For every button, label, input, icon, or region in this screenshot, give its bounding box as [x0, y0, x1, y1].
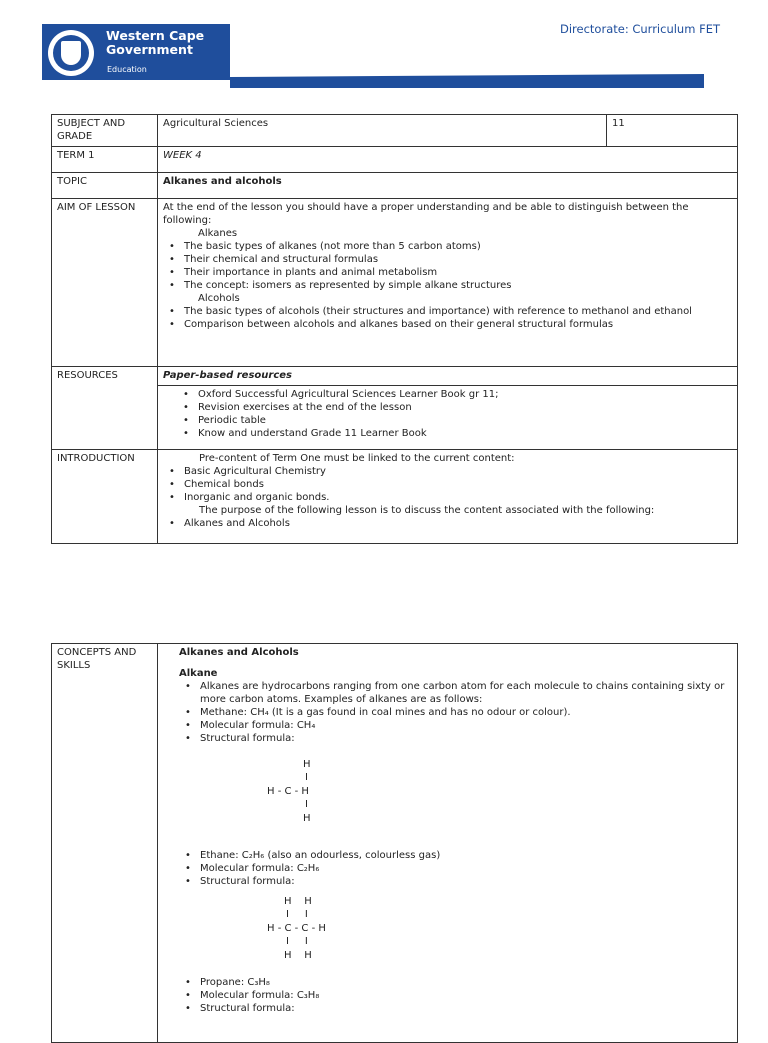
concepts-label: CONCEPTS AND SKILLS: [52, 644, 158, 1043]
list-item: • Alkanes are hydrocarbons ranging from one carbon atom for each molecule to chains containing sixty or more carbon atoms. Examples of alkanes are as follows:: [179, 680, 732, 706]
structure-line: I: [305, 772, 308, 783]
structure-line: I I: [286, 909, 308, 920]
logo-line-2: Government: [106, 42, 193, 57]
concepts-table: [51, 643, 738, 1043]
logo-line-3: Education: [107, 65, 147, 74]
concepts-cell: [158, 644, 738, 1043]
structure-line: H - C - H: [267, 786, 309, 797]
topic-value: Alkanes and alcohols: [158, 173, 738, 199]
list-item: • Know and understand Grade 11 Learner Book: [177, 427, 732, 440]
alkane-intro-list: [179, 680, 732, 745]
grade-value: 11: [607, 115, 738, 147]
resources-heading: Paper-based resources: [158, 367, 738, 386]
structure-line: H: [303, 813, 311, 824]
intro-list: [163, 465, 732, 504]
list-item: • Basic Agricultural Chemistry: [163, 465, 732, 478]
list-item: • Comparison between alcohols and alkanes based on their general structural formulas: [163, 318, 732, 331]
list-item: • Inorganic and organic bonds.: [163, 491, 732, 504]
intro-purpose-list: [163, 517, 732, 530]
list-item: • The basic types of alkanes (not more than 5 carbon atoms): [163, 240, 732, 253]
list-item: • Chemical bonds: [163, 478, 732, 491]
aim-alkanes-heading: Alkanes: [198, 228, 238, 239]
aim-intro: At the end of the lesson you should have a proper understanding and be able to distinguish between the following:: [163, 202, 689, 226]
aim-alkanes-list: [163, 240, 732, 292]
propane-list: [179, 976, 732, 1015]
directorate-title: Directorate: Curriculum FET: [560, 22, 720, 36]
structure-line: I: [305, 799, 308, 810]
intro-text: Pre-content of Term One must be linked to the current content:: [199, 453, 515, 464]
resources-label: RESOURCES: [52, 367, 158, 450]
structure-line: H H: [284, 896, 312, 907]
list-item: • Methane: CH₄ (It is a gas found in coal mines and has no odour or colour).: [179, 706, 732, 719]
list-item: • Ethane: C₂H₆ (also an odourless, colourless gas): [179, 849, 732, 862]
ethane-list: [179, 849, 732, 888]
aim-cell: [158, 199, 738, 367]
structure-line: I I: [286, 936, 308, 947]
concepts-heading: Alkanes and Alcohols: [179, 647, 299, 658]
structure-line: H H: [284, 950, 312, 961]
methane-structure: [179, 758, 732, 826]
topic-label: TOPIC: [52, 173, 158, 199]
lesson-table: [51, 114, 738, 544]
term-label: TERM 1: [52, 147, 158, 173]
list-item: • Molecular formula: C₃H₈: [179, 989, 732, 1002]
list-item: • Molecular formula: CH₄: [179, 719, 732, 732]
list-item: • Oxford Successful Agricultural Sciences Learner Book gr 11;: [177, 388, 732, 401]
list-item: • Their importance in plants and animal metabolism: [163, 266, 732, 279]
header-stripe: [0, 0, 768, 100]
intro-cell: [158, 450, 738, 544]
subject-value: Agricultural Sciences: [158, 115, 607, 147]
structure-line: H - C - C - H: [267, 923, 326, 934]
aim-label: AIM OF LESSON: [52, 199, 158, 367]
logo-line-1: Western Cape: [106, 28, 205, 43]
list-item: • The basic types of alcohols (their structures and importance) with reference to methanol and ethanol: [163, 305, 732, 318]
list-item: • Revision exercises at the end of the lesson: [177, 401, 732, 414]
structure-line: H: [303, 759, 311, 770]
list-item: • Their chemical and structural formulas: [163, 253, 732, 266]
resources-list: [163, 388, 732, 440]
subject-label: SUBJECT AND GRADE: [52, 115, 158, 147]
intro-label: INTRODUCTION: [52, 450, 158, 544]
list-item: • The concept: isomers as represented by simple alkane structures: [163, 279, 732, 292]
list-item: • Structural formula:: [179, 732, 732, 745]
week-value: WEEK 4: [158, 147, 738, 173]
list-item: • Alkanes and Alcohols: [163, 517, 732, 530]
list-item: • Molecular formula: C₂H₆: [179, 862, 732, 875]
list-item: • Propane: C₃H₈: [179, 976, 732, 989]
aim-alcohols-heading: Alcohols: [198, 293, 240, 304]
list-item: • Periodic table: [177, 414, 732, 427]
list-item: • Structural formula:: [179, 1002, 732, 1015]
resources-cell: [158, 386, 738, 450]
list-item: • Structural formula:: [179, 875, 732, 888]
ethane-structure: [179, 895, 732, 963]
intro-purpose: The purpose of the following lesson is to discuss the content associated with the following:: [199, 505, 655, 516]
aim-alcohols-list: [163, 305, 732, 331]
alkane-heading: Alkane: [179, 668, 218, 679]
